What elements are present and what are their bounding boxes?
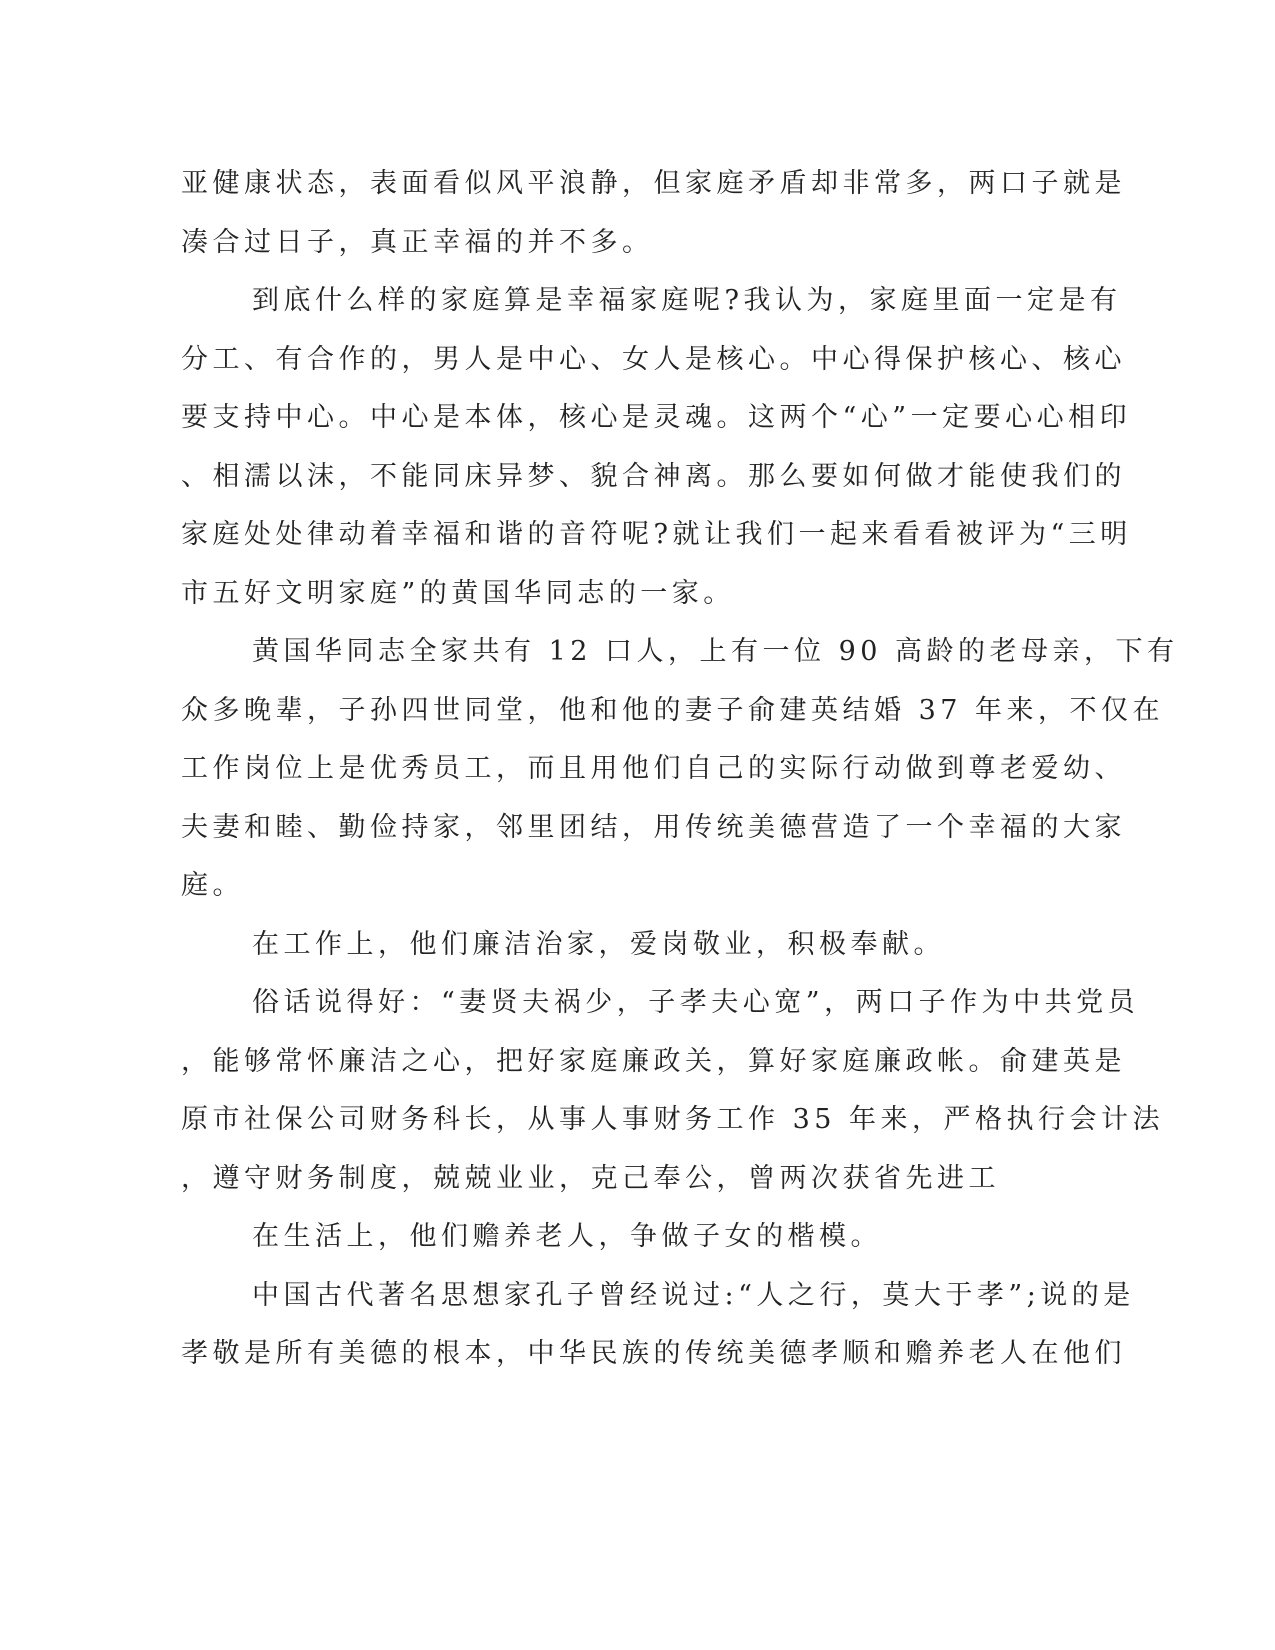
- paragraph-first-line: 黄国华同志全家共有 12 口人，上有一位 90 高龄的老母亲，下有: [252, 636, 1179, 667]
- paragraph-first-line: 在工作上，他们廉洁治家，爱岗敬业，积极奉献。: [252, 928, 945, 960]
- paragraph-first-line: 到底什么样的家庭算是幸福家庭呢?我认为，家庭里面一定是有: [252, 285, 1122, 316]
- text-line: 市五好文明家庭”的黄国华同志的一家。: [181, 577, 735, 609]
- text-line: 要支持中心。中心是本体，核心是灵魂。这两个“心”一定要心心相印: [181, 402, 1132, 433]
- text-line: 夫妻和睦、勤俭持家，邻里团结，用传统美德营造了一个幸福的大家: [181, 811, 1126, 843]
- paragraph-first-line: 俗话说得好：“妻贤夫祸少，子孝夫心宽”，两口子作为中共党员: [252, 987, 1140, 1018]
- text-line: 凑合过日子，真正幸福的并不多。: [181, 226, 654, 258]
- text-line: 、相濡以沫，不能同床异梦、貌合神离。那么要如何做才能使我们的: [181, 460, 1126, 492]
- text-line: 分工、有合作的，男人是中心、女人是核心。中心得保护核心、核心: [181, 343, 1126, 375]
- text-line: 亚健康状态，表面看似风平浪静，但家庭矛盾却非常多，两口子就是: [181, 168, 1126, 199]
- text-line: ，遵守财务制度，兢兢业业，克己奉公，曾两次获省先进工: [181, 1162, 1000, 1194]
- text-line: 庭。: [181, 870, 244, 901]
- text-line: 工作岗位上是优秀员工，而且用他们自己的实际行动做到尊老爱幼、: [181, 753, 1126, 784]
- text-line: 众多晚辈，子孙四世同堂，他和他的妻子俞建英结婚 37 年来，不仅在: [181, 694, 1165, 726]
- text-line: 家庭处处律动着幸福和谐的音符呢?就让我们一起来看看被评为“三明: [181, 519, 1132, 550]
- text-line: 孝敬是所有美德的根本，中华民族的传统美德孝顺和赡养老人在他们: [181, 1338, 1126, 1369]
- body-text: [181, 155, 1179, 1384]
- paragraph-first-line: 在生活上，他们赡养老人，争做子女的楷模。: [252, 1221, 882, 1252]
- paragraph-first-line: 中国古代著名思想家孔子曾经说过:“人之行，莫大于孝”;说的是: [252, 1279, 1135, 1311]
- text-line: ，能够常怀廉洁之心，把好家庭廉政关，算好家庭廉政帐。俞建英是: [181, 1045, 1126, 1077]
- text-line: 原市社保公司财务科长，从事人事财务工作 35 年来，严格执行会计法: [181, 1104, 1165, 1135]
